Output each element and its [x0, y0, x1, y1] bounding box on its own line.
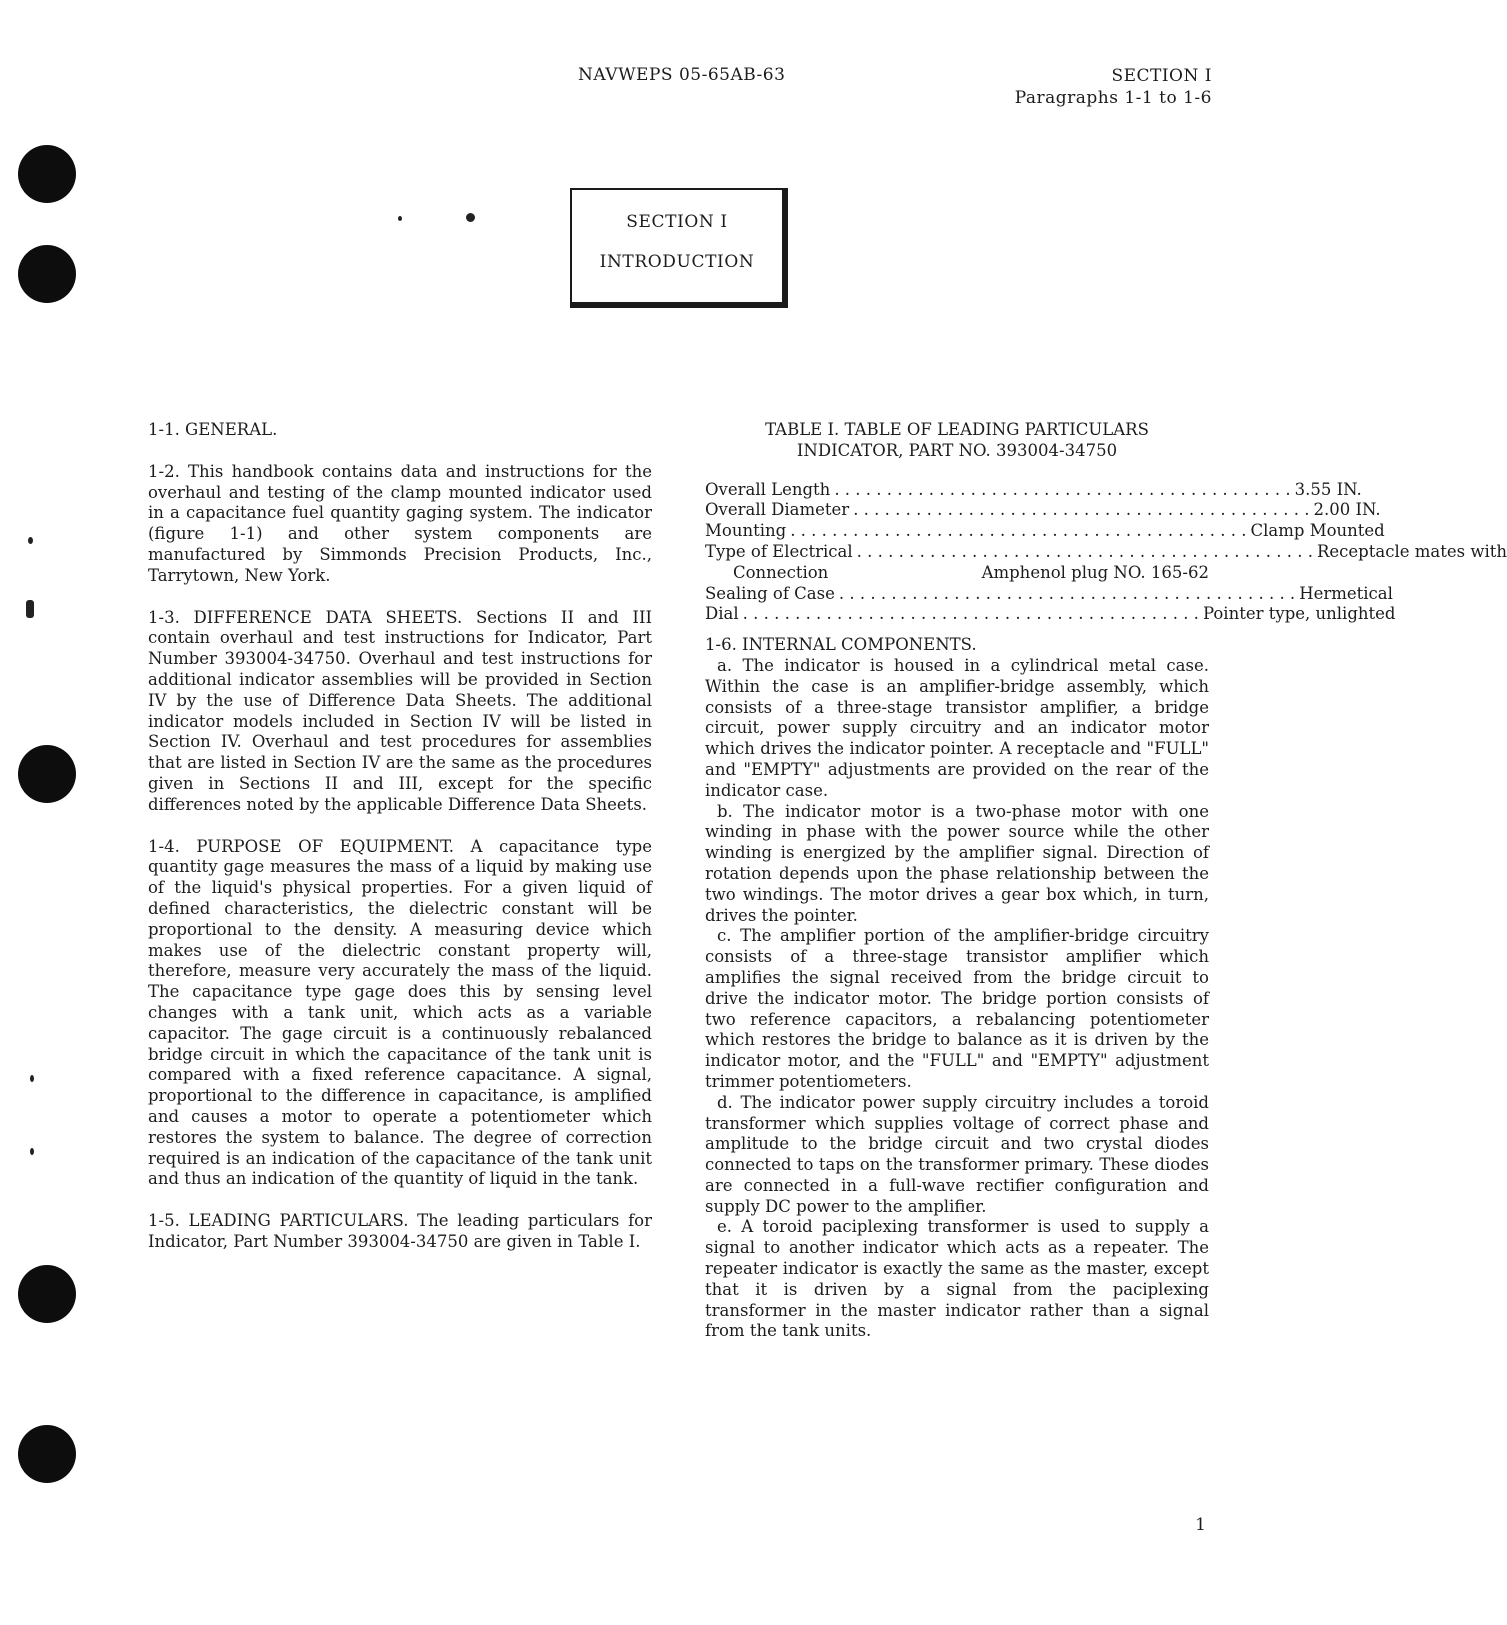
leading-particulars-table — [705, 479, 1507, 626]
right-column — [705, 420, 1507, 1342]
table-row-value: 3.55 IN. — [1294, 479, 1362, 499]
table-row-value: Clamp Mounted — [1250, 521, 1385, 541]
table-row-label: Mounting — [705, 521, 787, 541]
dot-leader: . . . . . . . . . . . . . . . . . . . . . . . . . . . . . . . . . . . . . . . . . . . . — [853, 500, 1310, 520]
paragraph-1-6-c: c. The amplifier portion of the amplifier-bridge circuitry consists of a three-stage transistor amplifier which amplifies the signal received from the bridge circuit to drive the indicator motor. The bridge portion consists of two reference capacitors, a rebalancing potentiometer which restores the bridge to balance as it is driven by the indicator motor, and the "FULL" and "EMPTY" adjustment trimmer potentiometers. — [705, 926, 1209, 1091]
dot-leader: . . . . . . . . . . . . . . . . . . . . . . . . . . . . . . . . . . . . . . . . . . . . — [742, 604, 1199, 624]
punch-hole — [18, 745, 76, 803]
punch-hole — [18, 145, 76, 203]
paragraph-1-2: 1-2. This handbook contains data and instructions for the overhaul and testing of the clamp mounted indicator used in a capacitance fuel quantity gaging system. The indicator (figure 1-1) and other system components are manufactured by Simmonds Precision Products, Inc., Tarrytown, New York. — [148, 461, 652, 585]
table-row-value: Hermetical — [1299, 583, 1393, 603]
speck — [398, 216, 402, 221]
table-row-value: Pointer type, unlighted — [1202, 604, 1396, 624]
dot-leader: . . . . . . . . . . . . . . . . . . . . . . . . . . . . . . . . . . . . . . . . . . . . — [838, 583, 1296, 603]
paragraph-1-6-e: e. A toroid paciplexing transformer is used to supply a signal to another indicator which acts as a repeater. The repeater indicator is exactly the same as the master, except that it is driven by a signal from the paciplexing transformer in the master indicator rather than a signal from the tank units. — [705, 1217, 1209, 1341]
table-row — [705, 563, 1209, 584]
paragraph-1-6-heading: 1-6. INTERNAL COMPONENTS. — [705, 635, 977, 655]
section-title-box — [570, 188, 788, 308]
section-subtitle: INTRODUCTION — [599, 252, 755, 272]
table-row-value: 2.00 IN. — [1313, 500, 1381, 520]
speck — [30, 1148, 34, 1155]
dot-leader: . . . . . . . . . . . . . . . . . . . . . . . . . . . . . . . . . . . . . . . . . . . . — [856, 541, 1313, 561]
paragraph-1-6-b: b. The indicator motor is a two-phase motor with one winding in phase with the power source while the other winding is energized by the amplifier signal. Direction of rotation depends upon the phase relationship between the two windings. The motor drives a gear box which, in turn, drives the pointer. — [705, 801, 1209, 925]
paragraph-1-4: 1-4. PURPOSE OF EQUIPMENT. A capacitance type quantity gage measures the mass of a liquid by making use of the liquid's physical properties. For a given liquid of defined characteristics, the dielectric constant will be proportional to the density. A measuring device which makes use of the dielectric constant property will, therefore, measure very accurately the mass of the liquid. The capacitance type gage does this by sensing level changes with a tank unit, which acts as a variable capacitor. The gage circuit is a continuously rebalanced bridge circuit in which the capacitance of the tank unit is compared with a fixed reference capacitance. A signal, proportional to the difference in capacitance, is amplified and causes a motor to operate a potentiometer which restores the system to balance. The degree of correction required is an indication of the capacitance of the tank unit and thus an indication of the quantity of liquid in the tank. — [148, 836, 652, 1189]
paragraph-1-3: 1-3. DIFFERENCE DATA SHEETS. Sections II and III contain overhaul and test instructions for Indicator, Part Number 393004-34750. Overhaul and test instructions for additional indicator assemblies will be provided in Section IV by the use of Difference Data Sheets. The additional indicator models included in Section IV will be listed in Section IV. Overhaul and test procedures for assemblies that are listed in Section IV are the same as the procedures given in Sections II and III, except for the specific differences noted by the applicable Difference Data Sheets. — [148, 607, 652, 814]
punch-hole — [18, 1265, 76, 1323]
table-row — [705, 583, 1393, 605]
table-row-label: Dial — [705, 604, 739, 624]
paragraph-range: Paragraphs 1-1 to 1-6 — [1014, 88, 1212, 108]
paragraph-1-6-d: d. The indicator power supply circuitry includes a toroid transformer which supplies voltage of correct phase and amplitude to the bridge circuit and two crystal diodes connected to taps on the transformer primary. These diodes are connected in a full-wave rectifier configuration and supply DC power to the amplifier. — [705, 1092, 1209, 1216]
section-label: SECTION I — [1111, 66, 1212, 86]
speck — [28, 537, 33, 544]
punch-hole — [18, 1425, 76, 1483]
table-row — [705, 521, 1385, 542]
dot-leader: . . . . . . . . . . . . . . . . . . . . . . . . . . . . . . . . . . . . . . . . . . . . — [834, 479, 1291, 499]
paragraph-1-5: 1-5. LEADING PARTICULARS. The leading particulars for Indicator, Part Number 393004-34750 are given in Table I. — [148, 1211, 652, 1251]
table-row-label: Connection — [733, 562, 829, 582]
table-title — [705, 420, 1209, 462]
document-number: NAVWEPS 05-65AB-63 — [578, 65, 786, 85]
table-row — [705, 479, 1362, 501]
table-row-label: Overall Diameter — [705, 500, 850, 520]
speck — [466, 213, 475, 222]
table-title-line-2: INDICATOR, PART NO. 393004-34750 — [796, 440, 1118, 460]
table-title-line-1: TABLE I. TABLE OF LEADING PARTICULARS — [765, 420, 1149, 439]
left-column — [148, 420, 652, 1274]
paragraph-1-1-heading: 1-1. GENERAL. — [148, 420, 278, 439]
table-row — [705, 500, 1381, 521]
speck — [30, 1075, 34, 1082]
paragraph-1-6-a: a. The indicator is housed in a cylindrical metal case. Within the case is an amplifier-bridge assembly, which consists of a three-stage transistor amplifier, a bridge circuit, power supply circuitry and an indicator motor which drives the indicator pointer. A receptacle and "FULL" and "EMPTY" adjustments are provided on the rear of the indicator case. — [705, 655, 1209, 800]
table-row-label: Type of Electrical — [705, 541, 853, 561]
table-row-value: Amphenol plug NO. 165-62 — [981, 562, 1209, 582]
dot-leader: . . . . . . . . . . . . . . . . . . . . . . . . . . . . . . . . . . . . . . . . . . . . — [790, 521, 1247, 541]
table-row — [705, 604, 1396, 625]
table-row-label: Overall Length — [705, 479, 831, 499]
section-title: SECTION I — [626, 212, 728, 232]
section-header — [1015, 65, 1212, 109]
page-number: 1 — [1195, 1515, 1206, 1535]
speck — [26, 600, 34, 618]
table-row — [705, 541, 1507, 563]
table-row-label: Sealing of Case — [705, 583, 835, 603]
table-row-value: Receptacle mates with — [1316, 541, 1507, 561]
punch-hole — [18, 245, 76, 303]
